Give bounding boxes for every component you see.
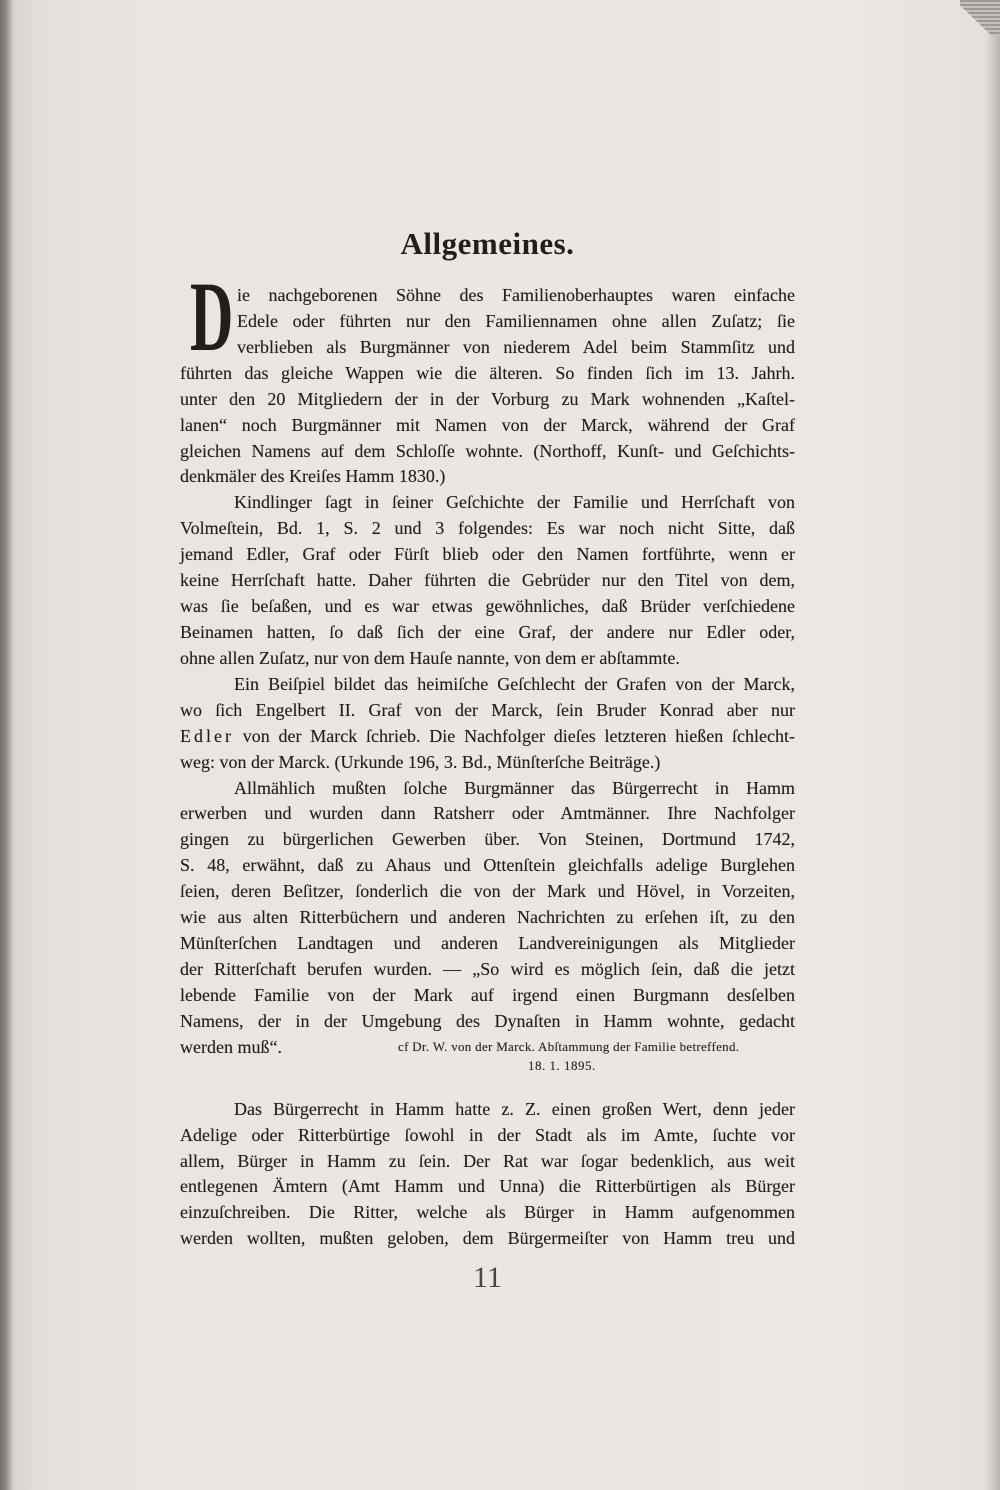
page-number: 11: [473, 1261, 502, 1294]
text-line-end: werden muß“.: [180, 1036, 282, 1057]
text-line: ohne allen Zuſatz, nur von dem Hauſe nannte, von dem er abſtammte.: [180, 647, 680, 668]
text-line: lanen“ noch Burgmänner mit Namen von der Marck, während der Graf: [180, 414, 795, 435]
text-line: keine Herrſchaft hatte. Daher führten die Gebrüder nur den Titel von dem,: [180, 570, 795, 591]
text-line: lebende Familie von der Mark auf irgend einen Burgmann desſelben: [180, 984, 795, 1005]
text-line: was ſie beſaßen, und es war etwas gewöhnliches, daß Brüder verſchiedene: [180, 596, 795, 617]
page-edges: [960, 0, 1000, 36]
text-line: gingen zu bürgerlichen Gewerben über. Von Steinen, Dortmund 1742,: [180, 829, 795, 850]
text-line: Volmeſtein, Bd. 1, S. 2 und 3 folgendes: Es war noch nicht Sitte, daß: [180, 518, 795, 539]
text-column: [180, 283, 795, 1252]
paragraph-2: [180, 490, 795, 671]
text-line: wo ſich Engelbert II. Graf von der Marck, ſein Bruder Konrad aber nur: [180, 699, 795, 720]
text-line: erwerben und wurden dann Ratsherr oder Amtmänner. Ihre Nachfolger: [180, 803, 795, 824]
text-line: allem, Bürger in Hamm zu ſein. Der Rat war ſogar bedenklich, aus weit: [180, 1150, 795, 1171]
text-line: Edele oder führten nur den Familiennamen ohne allen Zuſatz; ſie: [237, 310, 795, 331]
text-line: S. 48, erwähnt, daß zu Ahaus und Ottenſtein gleichfalls adelige Burglehen: [180, 855, 795, 876]
text-line: Kindlinger ſagt in ſeiner Geſchichte der Familie und Herrſchaft von: [234, 492, 795, 513]
text-line: jemand Edler, Graf oder Fürſt blieb oder den Namen fortführte, wenn er: [180, 544, 795, 565]
paragraph-4: [180, 776, 795, 1073]
text-line: denkmäler des Kreiſes Hamm 1830.): [180, 466, 446, 487]
text-line-rest: von der Marck ſchrieb. Die Nachfolger dieſes letzteren hießen ſchlecht-: [242, 725, 796, 746]
text-line: Ein Beiſpiel bildet das heimiſche Geſchlecht der Grafen von der Marck,: [234, 673, 795, 694]
text-line: Allmählich mußten ſolche Burgmänner das Bürgerrecht in Hamm: [234, 777, 795, 798]
page-title: Allgemeines.: [400, 226, 575, 261]
citation-date: 18. 1. 1895.: [528, 1057, 596, 1073]
text-line: gleichen Namens auf dem Schloſſe wohnte. (Northoff, Kunſt- und Geſchichts-: [180, 440, 795, 461]
text-line: einzuſchreiben. Die Ritter, welche als Bürger in Hamm aufgenommen: [180, 1202, 795, 1223]
text-line: [180, 724, 795, 750]
text-line: Beinamen hatten, ſo daß ſich der eine Graf, der andere nur Edler oder,: [180, 621, 795, 642]
text-line-with-note: [180, 1035, 795, 1073]
spaced-emphasis-word: Edler: [180, 725, 234, 746]
text-line: Adelige oder Ritterbürtige ſowohl in der Stadt als im Amte, ſuchte vor: [180, 1124, 795, 1145]
text-line: unter den 20 Mitgliedern der in der Vorburg zu Mark wohnenden „Kaſtel-: [180, 388, 795, 409]
text-line: Namens, der in der Umgebung des Dynaſten in Hamm wohnte, gedacht: [180, 1010, 795, 1031]
text-line: ie nachgeborenen Söhne des Familienoberhauptes waren einfache: [237, 285, 795, 305]
text-line: der Ritterſchaft berufen wurden. — „So wird es möglich ſein, daß die jetzt: [180, 958, 795, 979]
source-citation: cf Dr. W. von der Marck. Abſtammung der Familie betreffend.: [398, 1038, 740, 1054]
paragraph-1: [180, 283, 795, 490]
text-line: weg: von der Marck. (Urkunde 196, 3. Bd., Münſterſche Beiträge.): [180, 751, 661, 772]
text-line: werden wollten, mußten geloben, dem Bürgermeiſter von Hamm treu und: [180, 1228, 795, 1249]
text-line: entlegenen Ämtern (Amt Hamm und Unna) die Ritterbürtigen als Bürger: [180, 1176, 795, 1197]
text-line: wie aus alten Ritterbüchern und anderen Nachrichten zu erſehen iſt, zu den: [180, 907, 795, 928]
text-line: verblieben als Burgmänner von niederem Adel beim Stammſitz und: [237, 336, 795, 357]
text-line: Das Bürgerrecht in Hamm hatte z. Z. einen großen Wert, denn jeder: [234, 1098, 795, 1119]
text-line: ſeien, deren Beſitzer, ſonderlich die von der Mark und Hövel, in Vorzeiten,: [180, 881, 795, 902]
text-line: führten das gleiche Wappen wie die älteren. So finden ſich im 13. Jahrh.: [180, 362, 795, 383]
paragraph-3: [180, 672, 795, 776]
text-line: Münſterſchen Landtagen und anderen Landvereinigungen als Mitglieder: [180, 933, 795, 954]
drop-cap: D: [190, 261, 234, 372]
paragraph-5: [180, 1097, 795, 1253]
